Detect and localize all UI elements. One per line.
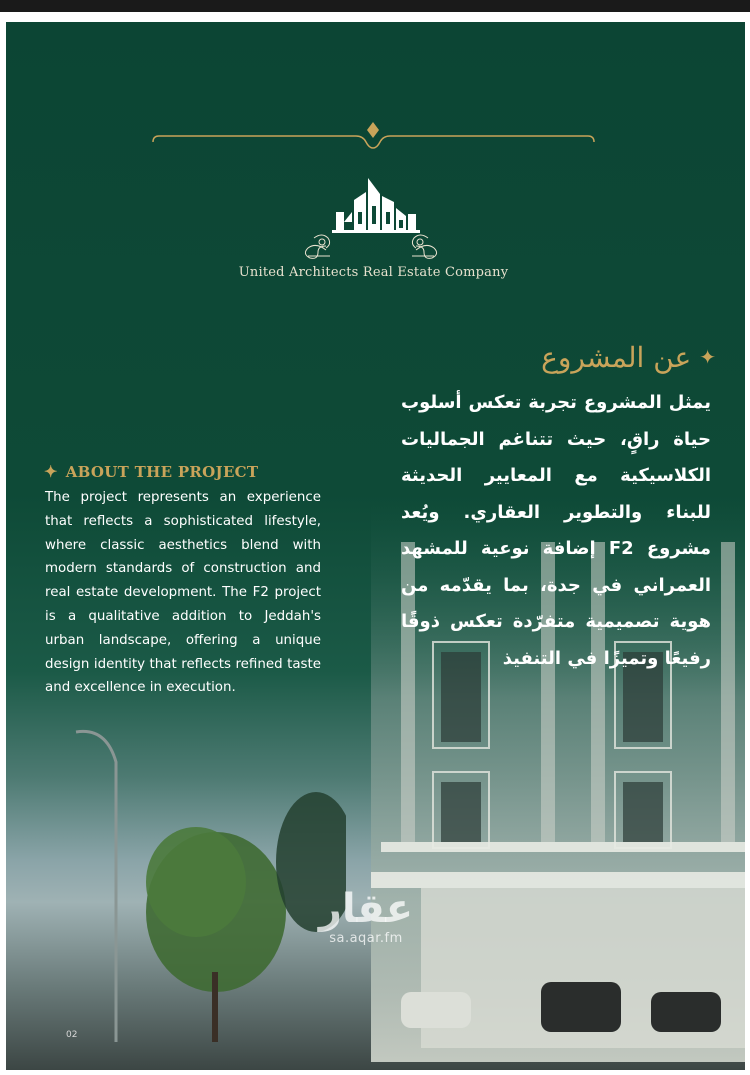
english-description: The project represents an experience that reflects a sophisticated lifestyle, where classic aesthetics blend with modern standards of construction and real estate development. The F2 project is a qualitative addition to Jeddah's urban landscape, offering a unique design identity that reflects refined taste and excellence in execution. xyxy=(45,490,321,696)
tree-and-streetlamp xyxy=(66,722,346,1052)
watermark-url: sa.aqar.fm xyxy=(329,931,403,946)
building-logo-icon xyxy=(296,172,446,262)
ornament-divider-icon xyxy=(151,122,596,152)
arabic-section-title xyxy=(476,334,716,380)
watermark xyxy=(306,887,426,946)
watermark-name: عقار xyxy=(318,886,414,932)
sparkle-icon: ✦ xyxy=(699,345,716,369)
arabic-title-text: عن المشروع xyxy=(541,340,692,374)
brochure-page xyxy=(6,22,745,1070)
page-number: 02 xyxy=(66,1030,78,1040)
english-title-text: ABOUT THE PROJECT xyxy=(65,462,259,481)
top-bar xyxy=(0,0,750,12)
company-name: United Architects Real Estate Company xyxy=(238,265,509,280)
english-section-title xyxy=(44,462,258,481)
arabic-description: يمثل المشروع تجربة تعكس أسلوب حياة راقٍ، حيث تتناغم الجماليات الكلاسيكية مع المعايير الحديثة للبناء والتطوير العقاري. ويُعد مشروع F2 إضافة نوعية للمشهد العمراني في جدة، بما يقدّمه من هوية تصميمية متفرّدة تعكس ذوقًا رفيعًا وتميزًا في التنفيذ xyxy=(401,392,711,669)
sparkle-icon: ✦ xyxy=(44,462,58,481)
